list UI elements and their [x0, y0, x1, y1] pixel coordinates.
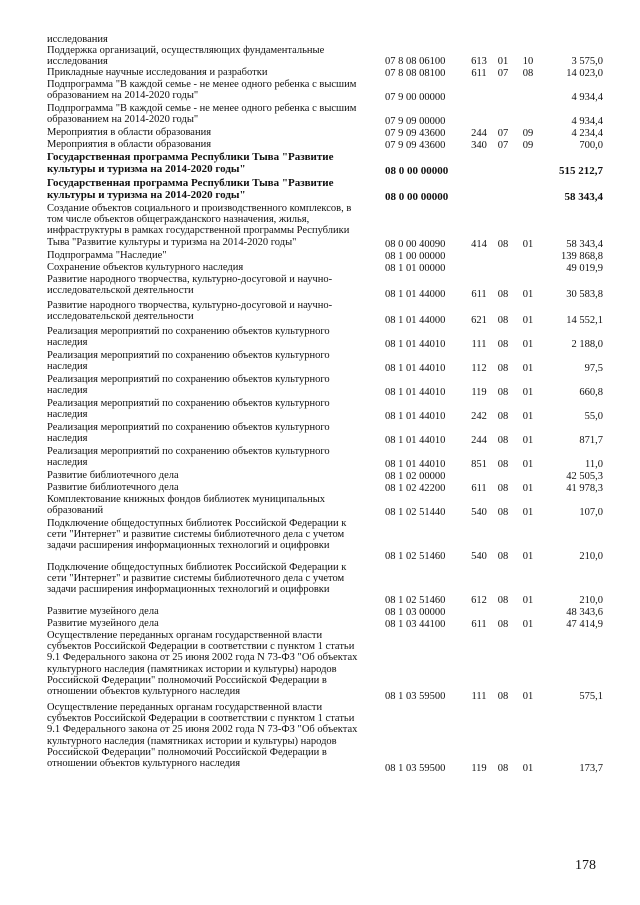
row-name: Развитие библиотечного дела	[47, 482, 179, 494]
row-code: 08 1 01 44000	[385, 315, 446, 327]
row-name: исследования	[47, 34, 108, 45]
row-code: 08 1 01 44010	[385, 435, 446, 447]
row-section: 08	[497, 289, 509, 301]
row-section: 08	[497, 387, 509, 399]
row-code: 08 1 03 59500	[385, 763, 446, 775]
row-name: Комплектование книжных фондов библиотек муниципальных образований	[47, 494, 326, 517]
table-row	[47, 67, 603, 79]
row-amount: 515 212,7	[559, 165, 603, 178]
row-name: Подпрограмма "В каждой семье - не менее одного ребенка с высшим образованием на 2014-2020 годы"	[47, 79, 357, 102]
row-subsection: 01	[522, 507, 534, 519]
row-expense-type: 244	[471, 128, 487, 140]
row-name: Государственная программа Республики Тыва "Развитие культуры и туризма на 2014-2020 годы"	[47, 177, 334, 202]
table-row	[47, 374, 603, 398]
row-section: 08	[497, 459, 509, 471]
table-row	[47, 34, 603, 45]
row-code: 08 1 01 44010	[385, 363, 446, 375]
row-expense-type: 621	[471, 315, 487, 327]
row-amount: 210,0	[579, 551, 603, 563]
table-row	[47, 470, 603, 482]
row-name: Прикладные научные исследования и разработки	[47, 67, 268, 79]
row-amount: 58 343,4	[564, 191, 603, 204]
row-amount: 2 188,0	[571, 339, 603, 351]
row-name: Создание объектов социального и производственного комплексов, в том числе объектов общегражданского назначения, жилья, инфраструктуры в рамках государственной программы Республики Тыва "Развитие культуры и туризма на 2014-2020 годы"	[47, 203, 352, 248]
row-expense-type: 611	[471, 619, 487, 631]
row-amount: 575,1	[579, 691, 603, 703]
row-section: 08	[497, 507, 509, 519]
row-name: Осуществление переданных органам государственной власти субъектов Российской Федерации в соответствии с пунктом 1 статьи 9.1 Федерального закона от 25 июня 2002 года N 73-ФЗ "Об объектах культурного наследия (памятниках истории и культуры) народов Российской Федерации" полномочий Российской Федерации в отношении объектов культурного наследия	[47, 630, 358, 697]
row-expense-type: 244	[471, 435, 487, 447]
table-row	[47, 606, 603, 618]
table-row	[47, 494, 603, 518]
row-subsection: 01	[522, 595, 534, 607]
row-amount: 4 934,4	[571, 116, 603, 128]
row-expense-type: 414	[471, 239, 487, 251]
row-code: 08 1 03 44100	[385, 619, 446, 631]
row-amount: 871,7	[579, 435, 603, 447]
row-code: 08 0 00 40090	[385, 239, 446, 251]
row-name: Государственная программа Республики Тыва "Развитие культуры и туризма на 2014-2020 годы"	[47, 151, 334, 176]
row-code: 08 1 02 51440	[385, 507, 446, 519]
row-section: 08	[497, 595, 509, 607]
row-section: 08	[497, 763, 509, 775]
row-amount: 49 019,9	[566, 263, 603, 275]
row-subsection: 01	[522, 387, 534, 399]
table-row	[47, 618, 603, 630]
row-amount: 14 552,1	[566, 315, 603, 327]
row-name: Реализация мероприятий по сохранению объектов культурного наследия	[47, 350, 330, 373]
row-subsection: 01	[522, 315, 534, 327]
row-code: 08 1 02 42200	[385, 483, 446, 495]
row-subsection: 01	[522, 363, 534, 375]
row-amount: 4 234,4	[571, 128, 603, 140]
row-code: 08 1 01 44010	[385, 411, 446, 423]
row-amount: 210,0	[579, 595, 603, 607]
row-section: 07	[497, 140, 509, 152]
table-row	[47, 630, 603, 702]
row-name: Реализация мероприятий по сохранению объектов культурного наследия	[47, 398, 330, 421]
row-code: 08 1 01 44010	[385, 387, 446, 399]
row-expense-type: 612	[471, 595, 487, 607]
row-name: Развитие библиотечного дела	[47, 470, 179, 482]
row-name: Развитие народного творчества, культурно-досуговой и научно-исследовательской деятельности	[47, 300, 333, 323]
row-expense-type: 112	[471, 363, 487, 375]
row-section: 08	[497, 435, 509, 447]
row-amount: 11,0	[585, 459, 603, 471]
row-section: 08	[497, 411, 509, 423]
row-amount: 4 934,4	[571, 92, 603, 104]
row-expense-type: 111	[471, 339, 487, 351]
row-subsection: 01	[522, 411, 534, 423]
row-code: 08 1 02 51460	[385, 551, 446, 563]
row-amount: 30 583,8	[566, 289, 603, 301]
row-name: Подключение общедоступных библиотек Российской Федерации к сети "Интернет" и развитие системы библиотечного дела с учетом задачи расширения информационных технологий и оцифровки	[47, 518, 347, 552]
table-row	[47, 518, 603, 562]
row-name: Мероприятия в области образования	[47, 127, 212, 139]
row-amount: 107,0	[579, 507, 603, 519]
row-code: 07 9 09 43600	[385, 128, 446, 140]
row-section: 01	[497, 56, 509, 68]
row-name: Мероприятия в области образования	[47, 139, 212, 151]
table-row	[47, 350, 603, 374]
row-code: 08 1 03 59500	[385, 691, 446, 703]
row-subsection: 09	[522, 140, 534, 152]
table-row	[47, 482, 603, 494]
row-code: 08 1 01 44010	[385, 339, 446, 351]
table-row	[47, 45, 603, 67]
row-code: 08 0 00 00000	[385, 165, 449, 178]
row-amount: 660,8	[579, 387, 603, 399]
row-expense-type: 540	[471, 551, 487, 563]
table-row	[47, 139, 603, 151]
row-section: 08	[497, 483, 509, 495]
table-row	[47, 300, 603, 326]
row-code: 08 0 00 00000	[385, 191, 449, 204]
row-section: 07	[497, 68, 509, 80]
row-code: 07 9 09 43600	[385, 140, 446, 152]
row-amount: 58 343,4	[566, 239, 603, 251]
row-expense-type: 611	[471, 483, 487, 495]
row-subsection: 01	[522, 763, 534, 775]
row-subsection: 01	[522, 691, 534, 703]
row-expense-type: 119	[471, 387, 487, 399]
row-section: 08	[497, 339, 509, 351]
row-name: Подключение общедоступных библиотек Российской Федерации к сети "Интернет" и развитие системы библиотечного дела с учетом задачи расширения информационных технологий и оцифровки	[47, 562, 347, 596]
row-expense-type: 611	[471, 68, 487, 80]
row-name: Поддержка организаций, осуществляющих фундаментальные исследования	[47, 45, 325, 68]
row-section: 08	[497, 363, 509, 375]
row-name: Реализация мероприятий по сохранению объектов культурного наследия	[47, 374, 330, 397]
table-row	[47, 262, 603, 274]
row-section: 08	[497, 551, 509, 563]
row-amount: 3 575,0	[571, 56, 603, 68]
row-expense-type: 540	[471, 507, 487, 519]
table-row	[47, 702, 603, 774]
row-section: 08	[497, 691, 509, 703]
row-name: Подпрограмма "В каждой семье - не менее одного ребенка с высшим образованием на 2014-2020 годы"	[47, 103, 357, 126]
row-name: Реализация мероприятий по сохранению объектов культурного наследия	[47, 326, 330, 349]
table-row	[47, 151, 603, 177]
table-row	[47, 446, 603, 470]
row-name: Осуществление переданных органам государственной власти субъектов Российской Федерации в соответствии с пунктом 1 статьи 9.1 Федерального закона от 25 июня 2002 года N 73-ФЗ "Об объектах культурного наследия (памятниках истории и культуры) народов Российской Федерации" полномочий Российской Федерации в отношении объектов культурного наследия	[47, 702, 358, 769]
row-amount: 14 023,0	[566, 68, 603, 80]
row-code: 08 1 02 00000	[385, 471, 446, 483]
row-name: Подпрограмма "Наследие"	[47, 250, 167, 262]
page-number: 178	[575, 858, 596, 873]
row-expense-type: 611	[471, 289, 487, 301]
row-code: 08 1 03 00000	[385, 607, 446, 619]
table-row	[47, 177, 603, 203]
row-section: 08	[497, 239, 509, 251]
row-expense-type: 119	[471, 763, 487, 775]
row-subsection: 10	[522, 56, 534, 68]
row-code: 08 1 01 00000	[385, 263, 446, 275]
row-subsection: 01	[522, 239, 534, 251]
row-name: Развитие музейного дела	[47, 618, 159, 630]
budget-table	[47, 34, 603, 774]
row-expense-type: 613	[471, 56, 487, 68]
row-expense-type: 111	[471, 691, 487, 703]
row-code: 07 8 08 06100	[385, 56, 446, 68]
row-amount: 42 505,3	[566, 471, 603, 483]
row-code: 07 8 08 08100	[385, 68, 446, 80]
table-row	[47, 398, 603, 422]
row-name: Реализация мероприятий по сохранению объектов культурного наследия	[47, 446, 330, 469]
table-row	[47, 562, 603, 606]
row-subsection: 01	[522, 459, 534, 471]
row-code: 08 1 01 44010	[385, 459, 446, 471]
row-name: Сохранение объектов культурного наследия	[47, 262, 244, 274]
row-amount: 173,7	[579, 763, 603, 775]
row-amount: 47 414,9	[566, 619, 603, 631]
row-expense-type: 340	[471, 140, 487, 152]
row-section: 08	[497, 315, 509, 327]
row-subsection: 08	[522, 68, 534, 80]
table-row	[47, 103, 603, 127]
row-section: 08	[497, 619, 509, 631]
table-row	[47, 250, 603, 262]
row-subsection: 09	[522, 128, 534, 140]
table-row	[47, 127, 603, 139]
row-subsection: 01	[522, 619, 534, 631]
table-row	[47, 203, 603, 250]
row-section: 07	[497, 128, 509, 140]
row-subsection: 01	[522, 435, 534, 447]
table-row	[47, 422, 603, 446]
table-row	[47, 274, 603, 300]
row-subsection: 01	[522, 339, 534, 351]
row-amount: 41 978,3	[566, 483, 603, 495]
row-amount: 700,0	[579, 140, 603, 152]
table-row	[47, 326, 603, 350]
row-subsection: 01	[522, 551, 534, 563]
row-name: Реализация мероприятий по сохранению объектов культурного наследия	[47, 422, 330, 445]
row-code: 08 1 01 44000	[385, 289, 446, 301]
row-code: 08 1 02 51460	[385, 595, 446, 607]
row-amount: 55,0	[584, 411, 603, 423]
row-expense-type: 242	[471, 411, 487, 423]
row-amount: 97,5	[584, 363, 603, 375]
row-amount: 139 868,8	[561, 251, 603, 263]
row-expense-type: 851	[471, 459, 487, 471]
row-code: 08 1 00 00000	[385, 251, 446, 263]
row-subsection: 01	[522, 483, 534, 495]
row-name: Развитие музейного дела	[47, 606, 159, 618]
row-amount: 48 343,6	[566, 607, 603, 619]
table-row	[47, 79, 603, 103]
row-name: Развитие народного творчества, культурно-досуговой и научно-исследовательской деятельности	[47, 274, 333, 297]
row-subsection: 01	[522, 289, 534, 301]
row-code: 07 9 00 00000	[385, 92, 446, 104]
row-code: 07 9 09 00000	[385, 116, 446, 128]
